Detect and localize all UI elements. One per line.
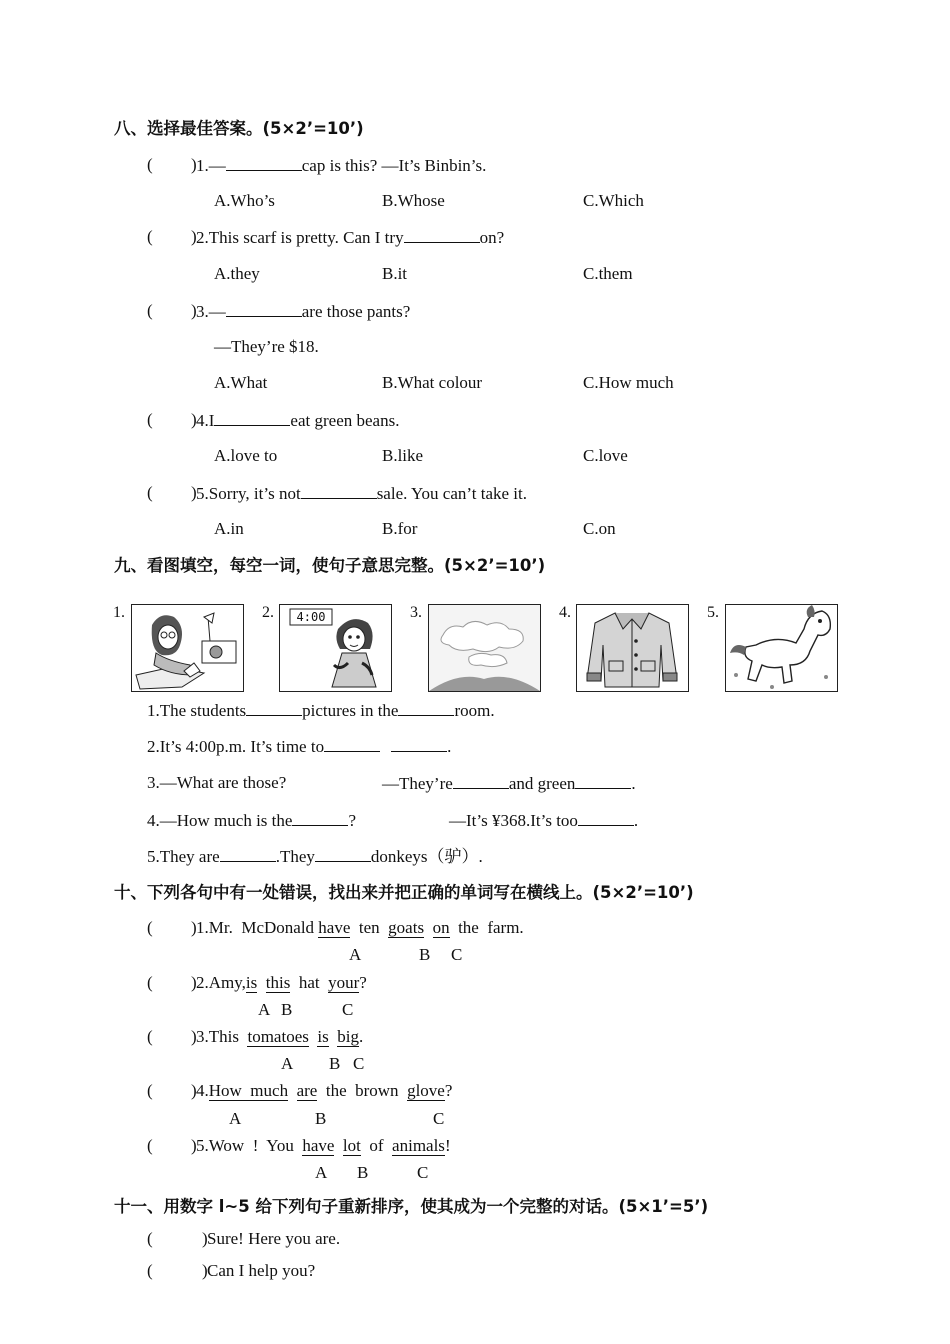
fill-sentence-4-reply: —It’s ¥368.It’s too . [449, 811, 639, 830]
fill-sentence-3-reply: —They’re and green . [382, 774, 636, 793]
picture-clouds [428, 604, 541, 692]
choice-label-c: C [417, 1163, 429, 1182]
fill-sentence-3: 3.—What are those? [147, 773, 287, 792]
answer-blank[interactable] [292, 810, 348, 826]
picture-label: 3. [410, 604, 422, 621]
option-a: A.in [214, 519, 244, 538]
choice-label-c: C [451, 945, 463, 964]
option-a: A.Who’s [214, 191, 275, 210]
option-a: A.What [214, 373, 268, 392]
picture-label: 2. [262, 604, 274, 621]
choice-label-b: B [329, 1054, 341, 1073]
section-8-title: 八、选择最佳答案。(5×2’=10’) [114, 119, 364, 138]
choice-label-a: A [315, 1163, 328, 1182]
answer-blank[interactable] [398, 700, 454, 716]
choice-label-c: C [433, 1109, 445, 1128]
error-sentence-4: 4.How much are the brown glove? [196, 1081, 453, 1100]
fill-sentence-1: 1.The students pictures in the room. [147, 701, 495, 720]
answer-blank[interactable] [301, 483, 377, 499]
option-c: C.How much [583, 373, 674, 392]
error-sentence-2: 2.Amy,is this hat your? [196, 973, 367, 992]
error-sentence-3: 3.This tomatoes is big. [196, 1027, 364, 1046]
clock-time-text: 4:00 [296, 610, 326, 624]
picture-girl-drawing [131, 604, 244, 692]
fill-sentence-2: 2.It’s 4:00p.m. It’s time to . [147, 737, 452, 756]
dialogue-line: Sure! Here you are. [207, 1229, 341, 1248]
choice-label-c: C [353, 1054, 365, 1073]
picture-clock-girl [279, 604, 392, 692]
error-sentence-5: 5.Wow ! You have lot of animals! [196, 1136, 451, 1155]
fill-sentence-4: 4.—How much is the ? [147, 811, 356, 830]
option-b: B.What colour [382, 373, 483, 392]
option-c: C.on [583, 519, 616, 538]
option-c: C.them [583, 264, 633, 283]
answer-blank[interactable] [578, 810, 634, 826]
option-c: C.love [583, 446, 628, 465]
picture-label: 4. [559, 604, 571, 621]
answer-blank[interactable] [453, 773, 509, 789]
answer-blank[interactable] [246, 700, 302, 716]
question-3: 3.— are those pants? [196, 302, 411, 321]
option-b: B.for [382, 519, 418, 538]
answer-blank[interactable] [214, 410, 290, 426]
choice-label-c: C [342, 1000, 354, 1019]
question-4: 4.I eat green beans. [196, 411, 400, 430]
answer-blank[interactable] [391, 736, 447, 752]
option-a: A.love to [214, 446, 278, 465]
answer-blank[interactable] [575, 773, 631, 789]
answer-blank[interactable] [315, 846, 371, 862]
choice-label-b: B [281, 1000, 293, 1019]
dialogue-line: Can I help you? [207, 1261, 316, 1280]
option-b: B.it [382, 264, 408, 283]
picture-horse [725, 604, 838, 692]
question-3-reply: —They’re $18. [214, 337, 319, 356]
option-b: B.like [382, 446, 424, 465]
answer-blank[interactable] [324, 736, 380, 752]
choice-label-b: B [357, 1163, 369, 1182]
error-sentence-1: 1.Mr. McDonald have ten goats on the farm. [196, 918, 524, 937]
choice-label-a: A [229, 1109, 242, 1128]
choice-label-b: B [419, 945, 431, 964]
choice-label-a: A [281, 1054, 294, 1073]
choice-label-a: A [258, 1000, 271, 1019]
answer-blank[interactable] [226, 155, 302, 171]
answer-blank[interactable] [404, 227, 480, 243]
choice-label-a: A [349, 945, 362, 964]
answer-blank[interactable] [226, 301, 302, 317]
question-2: 2.This scarf is pretty. Can I try on? [196, 228, 505, 247]
section-11-title: 十一、用数字 l~5 给下列句子重新排序，使其成为一个完整的对话。(5×1’=5’) [114, 1197, 709, 1216]
picture-label: 5. [707, 604, 719, 621]
picture-jacket [576, 604, 689, 692]
fill-sentence-5: 5.They are .They donkeys（驴）. [147, 847, 483, 866]
picture-label: 1. [113, 604, 125, 621]
section-10-title: 十、下列各句中有一处错误，找出来并把正确的单词写在横线上。(5×2’=10’) [114, 883, 694, 902]
option-c: C.Which [583, 191, 644, 210]
section-9-title: 九、看图填空，每空一词，使句子意思完整。(5×2’=10’) [114, 556, 546, 575]
option-a: A.they [214, 264, 260, 283]
choice-label-b: B [315, 1109, 327, 1128]
option-b: B.Whose [382, 191, 445, 210]
answer-blank[interactable] [220, 846, 276, 862]
question-5: 5.Sorry, it’s not sale. You can’t take it. [196, 484, 527, 503]
question-1: 1.— cap is this? —It’s Binbin’s. [196, 156, 487, 175]
